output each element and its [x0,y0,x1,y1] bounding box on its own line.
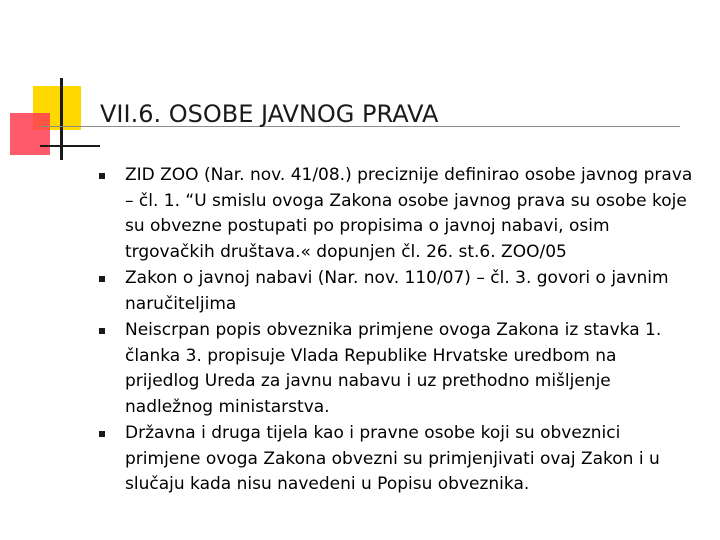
slide-title: VII.6. OSOBE JAVNOG PRAVA [100,100,439,128]
bullet-item [96,421,696,498]
decorative-short-line [40,145,100,147]
bullet-list [96,163,696,499]
decorative-red-square [10,113,50,155]
square-bullet-icon [99,276,105,282]
bullet-item [96,266,696,317]
decorative-vertical-line [60,78,63,160]
bullet-text: Državna i druga tijela kao i pravne osobe koji su obveznici primjene ovoga Zakona obvezni su primjenjivati ovaj Zakon i u slučaju kada nisu navedeni u Popisu obveznika. [125,423,660,494]
bullet-text: ZID ZOO (Nar. nov. 41/08.) preciznije definirao osobe javnog prava – čl. 1. “U smislu ovoga Zakona osobe javnog prava su osobe koje su obvezne postupati po propisima o javnoj nabavi, osim trgovačkih društava.« dopunjen čl. 26. st.6. ZOO/05 [125,165,693,262]
bullet-text: Neiscrpan popis obveznika primjene ovoga Zakona iz stavka 1. članka 3. propisuje Vlada Republike Hrvatske uredbom na prijedlog Ureda za javnu nabavu i uz prethodno mišljenje nadležnog ministarstva. [125,320,662,417]
square-bullet-icon [99,328,105,334]
square-bullet-icon [99,431,105,437]
bullet-item [96,318,696,420]
square-bullet-icon [99,173,105,179]
bullet-item [96,163,696,265]
bullet-text: Zakon o javnoj nabavi (Nar. nov. 110/07) – čl. 3. govori o javnim naručiteljima [125,268,669,314]
